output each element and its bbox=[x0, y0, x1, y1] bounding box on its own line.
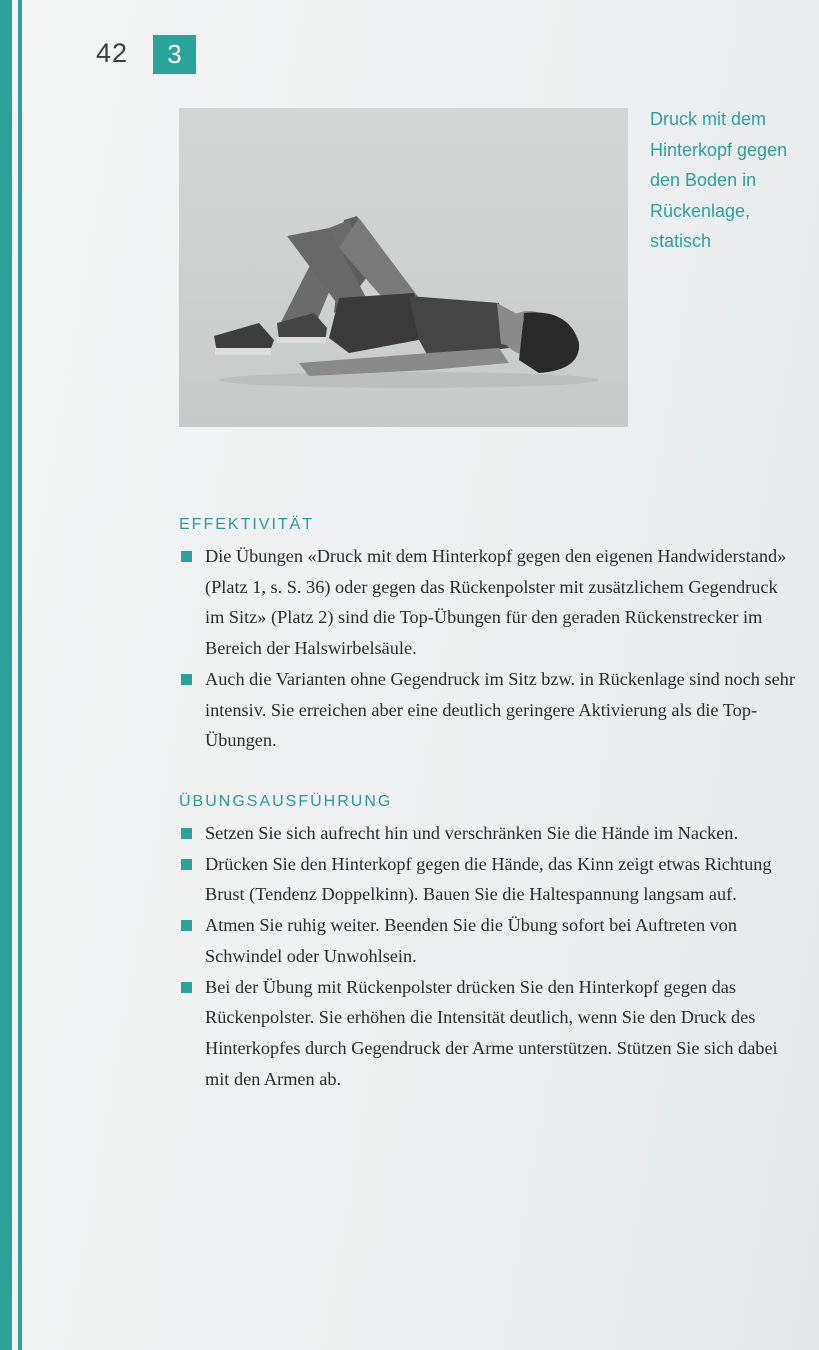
list-item-text: Atmen Sie ruhig weiter. Beenden Sie die Übung sofort bei Auftreten von Schwindel oder Unwohlsein. bbox=[205, 915, 738, 966]
exercise-illustration bbox=[179, 108, 628, 427]
square-bullet-icon bbox=[181, 859, 192, 870]
list-item-text: Bei der Übung mit Rückenpolster drücken Sie den Hinterkopf gegen das Rückenpolster. Sie erhöhen die Intensität deutlich, wenn Sie den Druck des Hinterkopfes durch Gegendruck der Arme unterstützen. Stützen Sie sich dabei mit den Armen ab. bbox=[205, 976, 778, 1089]
square-bullet-icon bbox=[181, 551, 192, 562]
list-item-text: Auch die Varianten ohne Gegendruck im Sitz bzw. in Rückenlage sind noch sehr intensiv. Sie erreichen aber eine deutlich geringere Aktivierung als die Top-Übungen. bbox=[205, 668, 795, 751]
list-item bbox=[179, 664, 799, 756]
square-bullet-icon bbox=[181, 828, 192, 839]
square-bullet-icon bbox=[181, 674, 192, 685]
list-item bbox=[179, 849, 799, 910]
square-bullet-icon bbox=[181, 920, 192, 931]
photo-caption: Druck mit dem Hinterkopf gegen den Boden in Rückenlage, statisch bbox=[650, 109, 788, 251]
heading-uebungsausfuehrung: ÜBUNGSAUSFÜHRUNG bbox=[179, 793, 393, 810]
list-item bbox=[179, 910, 799, 971]
list-item bbox=[179, 972, 799, 1095]
heading-effektivitaet: EFFEKTIVITÄT bbox=[179, 516, 315, 533]
execution-list bbox=[179, 818, 799, 1094]
list-item-text: Drücken Sie den Hinterkopf gegen die Hände, das Kinn zeigt etwas Richtung Brust (Tendenz Doppelkinn). Bauen Sie die Haltespannung langsam auf. bbox=[205, 853, 772, 905]
list-item-text: Setzen Sie sich aufrecht hin und verschränken Sie die Hände im Nacken. bbox=[205, 823, 739, 843]
page-number: 42 bbox=[96, 38, 129, 68]
list-item bbox=[179, 541, 799, 664]
list-item bbox=[179, 818, 799, 849]
exercise-photo bbox=[179, 108, 628, 427]
list-item-text: Die Übungen «Druck mit dem Hinterkopf gegen den eigenen Handwiderstand» (Platz 1, s. S. 36) oder gegen das Rückenpolster mit zusätzlichem Gegendruck im Sitz» (Platz 2) sind die Top-Übungen für den geraden Rückenstrecker im Bereich der Halswirbelsäule. bbox=[205, 546, 787, 659]
chapter-edge-stripe bbox=[0, 0, 12, 1350]
chapter-badge: 3 bbox=[153, 35, 196, 74]
effectiveness-list bbox=[179, 541, 799, 756]
square-bullet-icon bbox=[181, 982, 192, 993]
chapter-edge-line bbox=[18, 0, 22, 1350]
